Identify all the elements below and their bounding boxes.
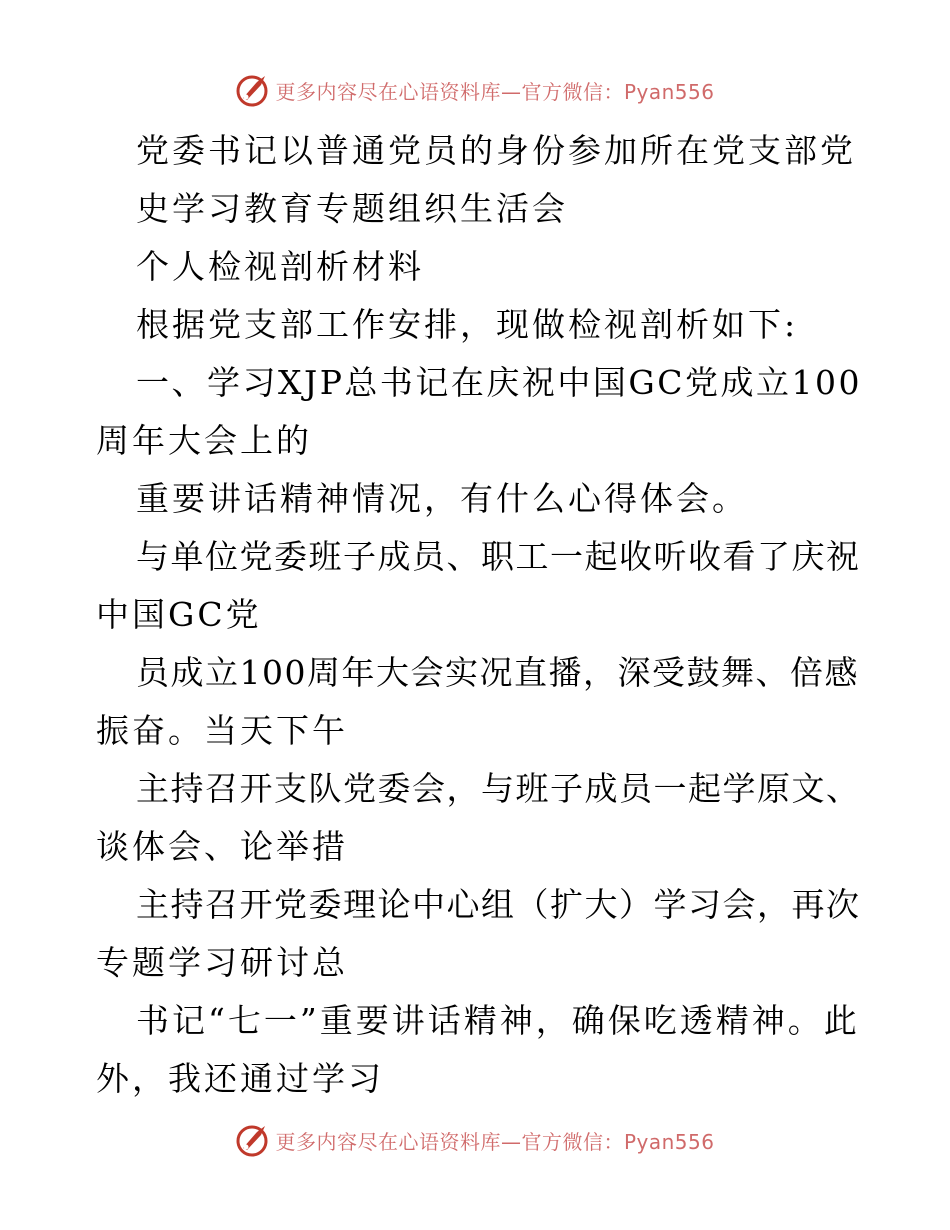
text-line: 重要讲话精神情况，有什么心得体会。: [136, 479, 748, 518]
quill-logo-icon: [235, 1122, 271, 1158]
text-line: 中国GC党: [96, 595, 262, 634]
text-line: 个人检视剖析材料: [136, 247, 424, 286]
text-line: 党委书记以普通党员的身份参加所在党支部党: [136, 131, 856, 170]
watermark-text: 更多内容尽在心语资料库—官方微信：Pyan556: [275, 1129, 715, 1154]
text-line: 专题学习研讨总: [96, 943, 348, 982]
text-line: 书记“七一”重要讲话精神，确保吃透精神。此: [136, 1001, 860, 1040]
text-line: 主持召开支队党委会，与班子成员一起学原文、: [136, 769, 861, 808]
text-line: 主持召开党委理论中心组（扩大）学习会，再次: [136, 885, 861, 924]
text-line: 根据党支部工作安排，现做检视剖析如下:: [136, 305, 799, 344]
watermark-text: 更多内容尽在心语资料库—官方微信：Pyan556: [275, 79, 715, 104]
header-watermark: [0, 70, 950, 110]
footer-watermark: [0, 1120, 950, 1160]
document-body: [96, 122, 866, 1108]
text-line: 与单位党委班子成员、职工一起收听收看了庆祝: [136, 537, 861, 576]
text-line: 振奋。当天下午: [96, 711, 348, 750]
text-line: 史学习教育专题组织生活会: [136, 189, 568, 228]
text-line: 一、学习XJP总书记在庆祝中国GC党成立100: [136, 363, 863, 402]
text-line: 谈体会、论举措: [96, 827, 348, 866]
text-line: 外，我还通过学习: [96, 1059, 384, 1098]
text-line: 员成立100周年大会实况直播，深受鼓舞、倍感: [136, 653, 859, 692]
text-line: 周年大会上的: [96, 421, 312, 460]
quill-logo-icon: [235, 72, 271, 108]
